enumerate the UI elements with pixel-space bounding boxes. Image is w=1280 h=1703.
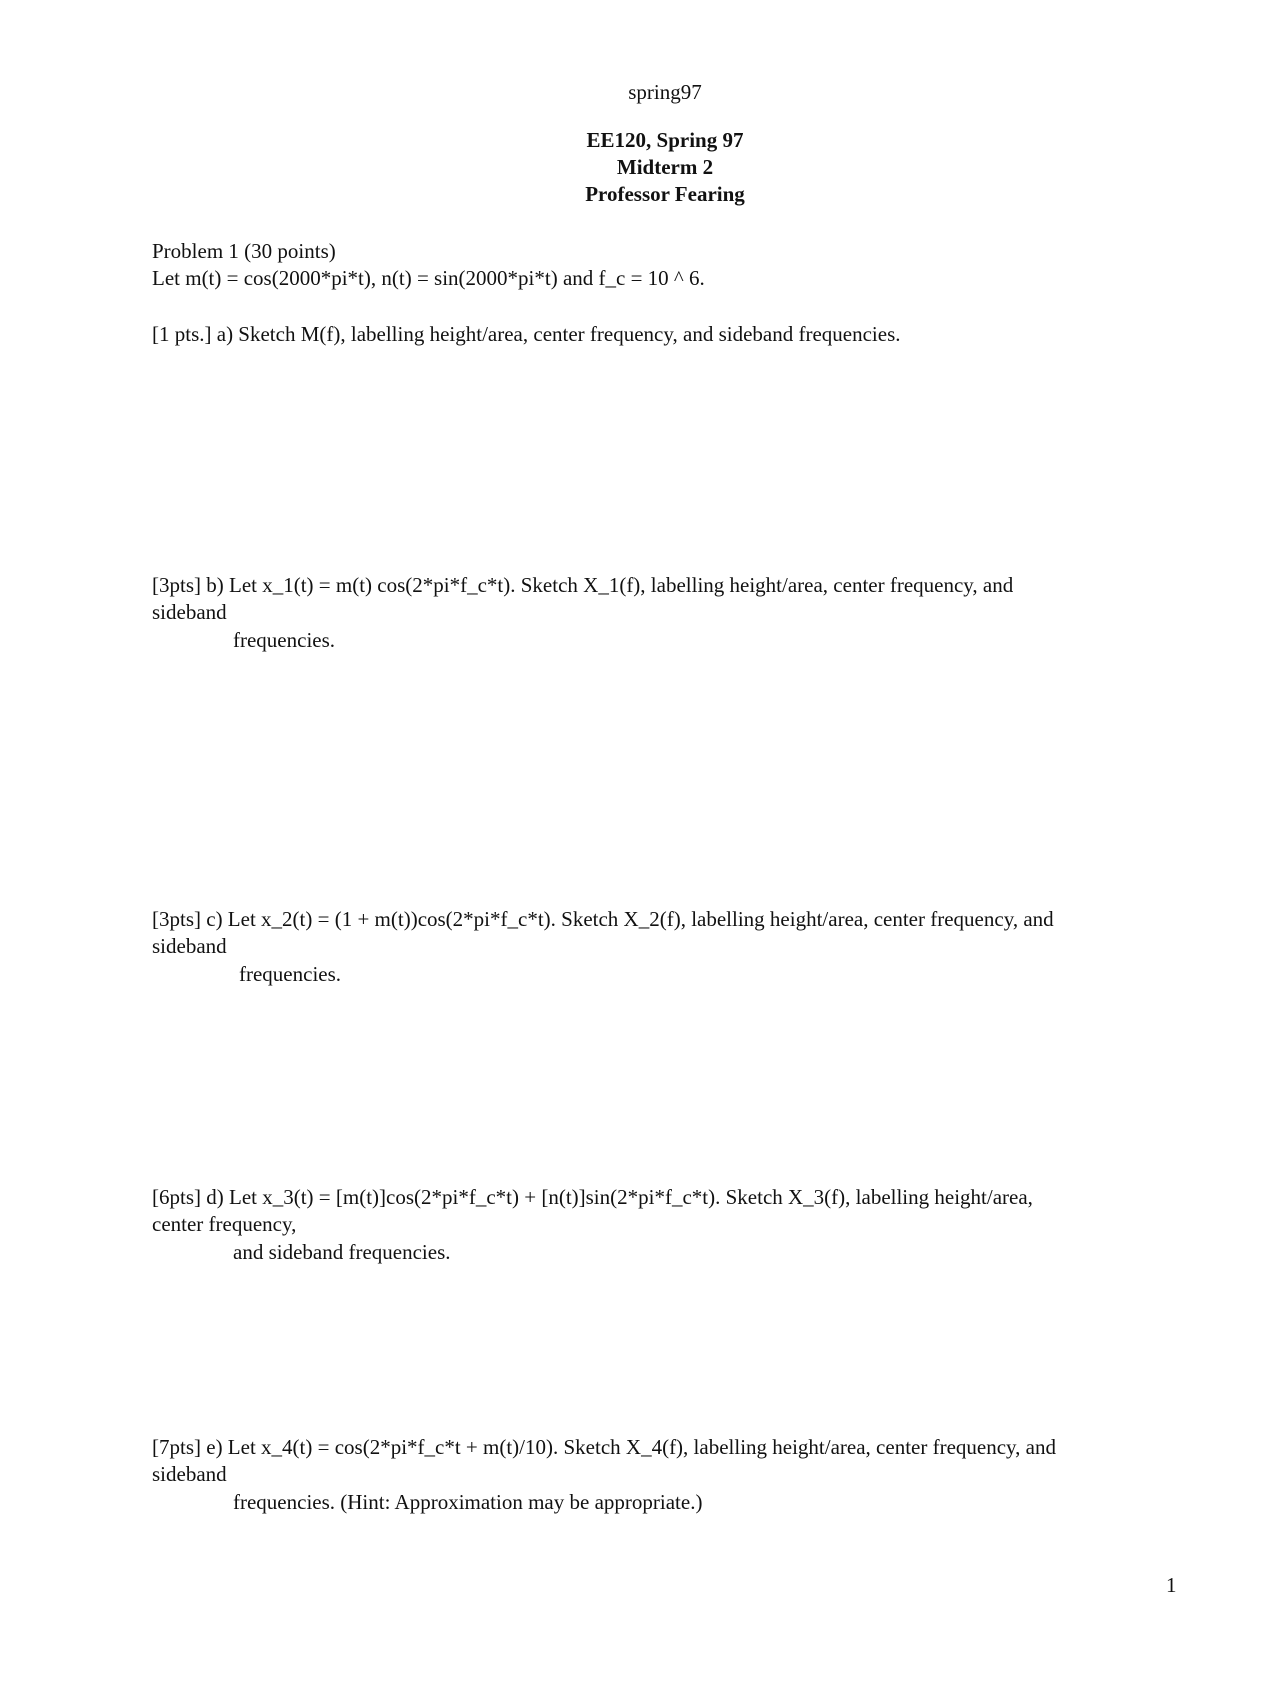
problem-given: Let m(t) = cos(2000*pi*t), n(t) = sin(2000*pi*t) and f_c = 10 ^ 6. — [152, 266, 705, 290]
part-c-line2: sideband — [152, 934, 227, 958]
exam-subtitle: Midterm 2 — [616, 155, 714, 179]
part-d-line3: and sideband frequencies. — [233, 1240, 451, 1264]
part-b-line3: frequencies. — [233, 628, 336, 652]
part-d-line2: center frequency, — [152, 1212, 297, 1236]
part-b-line1: [3pts] b) Let x_1(t) = m(t) cos(2*pi*f_c*t). Sketch X_1(f), labelling height/area, center frequency, and — [152, 573, 1014, 597]
problem-heading: Problem 1 (30 points) — [152, 239, 336, 263]
running-head: spring97 — [628, 80, 702, 104]
part-a-text: [1 pts.] a) Sketch M(f), labelling height/area, center frequency, and sideband frequencies. — [152, 322, 901, 346]
part-e-line3: frequencies. (Hint: Approximation may be appropriate.) — [233, 1490, 703, 1514]
part-c-line3: frequencies. — [239, 962, 342, 986]
professor-name: Professor Fearing — [585, 182, 745, 206]
page-number: 1 — [1166, 1573, 1177, 1597]
part-e-line2: sideband — [152, 1462, 227, 1486]
part-e-line1: [7pts] e) Let x_4(t) = cos(2*pi*f_c*t + m(t)/10). Sketch X_4(f), labelling height/area, center frequency, and — [152, 1435, 1057, 1459]
exam-title: EE120, Spring 97 — [586, 128, 744, 152]
part-d-line1: [6pts] d) Let x_3(t) = [m(t)]cos(2*pi*f_c*t) + [n(t)]sin(2*pi*f_c*t). Sketch X_3(f), labelling height/area, — [152, 1185, 1033, 1209]
part-b-line2: sideband — [152, 600, 227, 624]
part-c-line1: [3pts] c) Let x_2(t) = (1 + m(t))cos(2*pi*f_c*t). Sketch X_2(f), labelling height/area, center frequency, and — [152, 907, 1054, 931]
